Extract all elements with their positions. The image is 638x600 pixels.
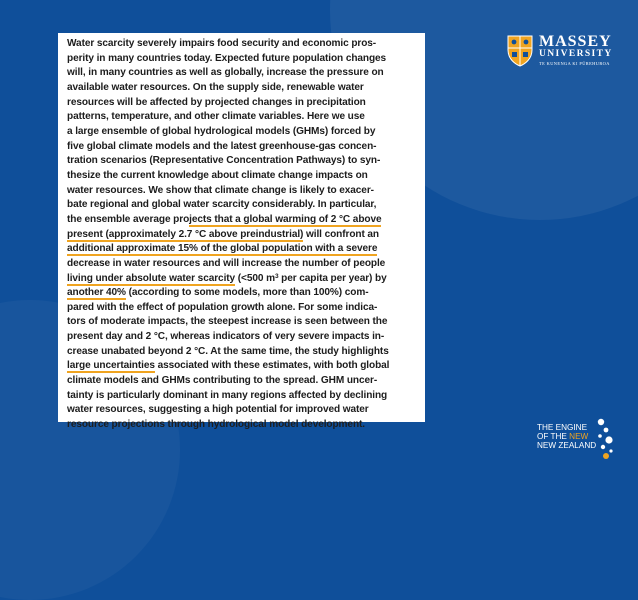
crest-icon <box>505 33 535 67</box>
abstract-line: pared with the effect of population growth alone. For some indica- <box>67 301 378 313</box>
abstract-line: climate models and GHMs contributing to the spread. GHM uncer- <box>67 375 378 387</box>
logo-name: MASSEY <box>539 33 612 50</box>
abstract-line <box>67 286 416 301</box>
abstract-line <box>67 272 416 287</box>
abstract-text-segment: the ensemble average pro <box>67 213 190 225</box>
abstract-line: patterns, temperature, and other climate variables. Here we use <box>67 111 365 123</box>
abstract-line: perity in many countries today. Expected future population changes <box>67 52 387 64</box>
highlighted-phrase: living under absolute water scarcity <box>67 272 236 284</box>
abstract-line: tors of moderate impacts, the steepest increase is seen between the <box>67 316 388 328</box>
abstract-line: water resources. We show that climate change is likely to exacer- <box>67 184 374 196</box>
engine-line: THE ENGINE <box>537 423 588 432</box>
superscript: 3 <box>274 272 279 280</box>
abstract-line: Water scarcity severely impairs food security and economic pros- <box>67 38 377 49</box>
abstract-line: decrease in water resources and will increase the number of people <box>67 257 386 269</box>
abstract-text-segment: per capita per year) by <box>278 272 387 284</box>
abstract-panel <box>58 33 425 431</box>
abstract-line <box>67 213 416 228</box>
highlighted-phrase: additional approximate 15% of the global population with a severe <box>67 243 378 255</box>
engine-tagline <box>537 424 596 450</box>
abstract-line: tainty is particularly dominant in many regions affected by declining <box>67 389 388 401</box>
abstract-text-segment: (according to some models, more than 100%) com- <box>125 287 369 299</box>
abstract-line: a large ensemble of global hydrological models (GHMs) forced by <box>67 125 376 137</box>
highlighted-phrase: present (approximately 2.7 °C above preindustrial) <box>67 228 304 240</box>
abstract-line <box>67 359 416 374</box>
abstract-text <box>67 37 416 433</box>
logo-subtitle: UNIVERSITY <box>539 49 613 59</box>
abstract-text-segment: (<500 m <box>235 272 275 284</box>
abstract-line <box>67 242 416 257</box>
dots-icon <box>596 418 618 460</box>
abstract-line: water resources, suggesting a high potential for improved water <box>67 404 369 416</box>
abstract-line: bate regional and global water scarcity considerably. In particular, <box>67 199 377 211</box>
abstract-line: resources will be affected by projected changes in precipitation <box>67 96 366 108</box>
logo-tagline: TE KUNENGA KI PŪREHUROA <box>539 61 610 66</box>
abstract-line: will, in many countries as well as globally, increase the pressure on <box>67 67 384 79</box>
abstract-line: present day and 2 °C, whereas indicators of very severe impacts in- <box>67 331 385 343</box>
engine-text: OF THE <box>537 431 570 441</box>
abstract-line: crease unabated beyond 2 °C. At the same time, the study highlights <box>67 345 389 357</box>
abstract-line: five global climate models and the latest greenhouse-gas concen- <box>67 140 377 152</box>
highlighted-phrase: another 40% <box>67 287 126 299</box>
highlighted-phrase: large uncertainties <box>67 360 155 372</box>
abstract-line <box>67 228 416 243</box>
abstract-line: tration scenarios (Representative Concentration Pathways) to syn- <box>67 155 381 167</box>
engine-line: NEW ZEALAND <box>537 440 597 450</box>
highlighted-phrase: jects that a global warming of 2 °C above <box>189 213 382 225</box>
abstract-text-segment: will confront an <box>303 228 379 240</box>
abstract-text-segment: associated with these estimates, with both global <box>154 360 390 372</box>
abstract-line: available water resources. On the supply side, renewable water <box>67 81 364 93</box>
massey-logo <box>505 33 635 67</box>
abstract-line: resource projections through hydrological model development. <box>67 419 365 431</box>
abstract-line: thesize the current knowledge about climate change impacts on <box>67 169 368 181</box>
engine-highlight: NEW <box>569 431 589 441</box>
